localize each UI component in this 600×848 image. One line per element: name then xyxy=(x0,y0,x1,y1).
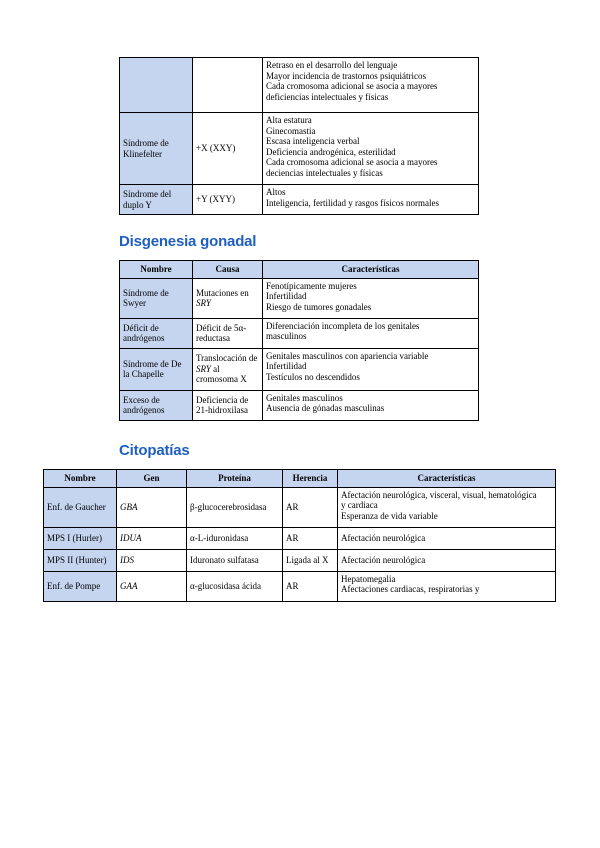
cell-characteristics xyxy=(338,487,556,527)
text-line: Inteligencia, fertilidad y rasgos físicos normales xyxy=(266,197,439,208)
cell-cause xyxy=(193,348,263,390)
cell-characteristics xyxy=(263,185,479,215)
table-row xyxy=(44,527,556,549)
cell-name: Enf. de Gaucher xyxy=(44,487,117,527)
cell-cause: +Y (XYY) xyxy=(193,185,263,215)
table-header-row xyxy=(44,470,556,488)
section-title: Citopatías xyxy=(119,442,190,459)
cell-characteristics xyxy=(338,527,556,549)
cell-name: Síndrome del duplo Y xyxy=(120,185,193,215)
cell-name: Síndrome de Klinefelter xyxy=(120,113,193,185)
cell-protein: β-glucocerebrosidasa xyxy=(187,487,283,527)
cell-inheritance: AR xyxy=(283,571,338,601)
table-row xyxy=(44,549,556,571)
cell-protein: α-glucosidasa ácida xyxy=(187,571,283,601)
column-header: Características xyxy=(338,470,556,488)
cell-gene: IDUA xyxy=(117,527,187,549)
cell-characteristics xyxy=(263,348,479,390)
cell-characteristics xyxy=(263,58,479,113)
table-row xyxy=(44,487,556,527)
cell-characteristics xyxy=(338,549,556,571)
text-line: Cada cromosoma adicional se asocia a mayores xyxy=(266,157,438,168)
cell-inheritance: Ligada al X xyxy=(283,549,338,571)
text-line: Hepatomegalia xyxy=(341,573,396,584)
text-line: deciencias intelectuales y físicas xyxy=(266,168,383,179)
cell-name: Síndrome de Swyer xyxy=(120,278,193,318)
cell-characteristics xyxy=(263,113,479,185)
section-title: Disgenesia gonadal xyxy=(119,233,257,250)
text-line: y cardiaca xyxy=(341,500,378,511)
gene-text: SRY xyxy=(196,298,211,309)
cell-cause: +X (XXY) xyxy=(193,113,263,185)
cause-text: Mutaciones en xyxy=(196,287,249,298)
column-header: Nombre xyxy=(120,261,193,279)
cytopathies-table xyxy=(43,469,556,602)
table-row xyxy=(120,390,479,420)
text-line: masculinos xyxy=(266,331,307,342)
cell-characteristics xyxy=(263,318,479,348)
cell-protein: α-L-iduronidasa xyxy=(187,527,283,549)
text-line: Esperanza de vida variable xyxy=(341,510,438,521)
cell-cause: Deficiencia de 21-hidroxilasa xyxy=(193,390,263,420)
cell-name: MPS I (Hurler) xyxy=(44,527,117,549)
cell-name: MPS II (Hunter) xyxy=(44,549,117,571)
cause-text: Translocación de xyxy=(196,353,258,364)
cell-gene: GAA xyxy=(117,571,187,601)
cell-gene: IDS xyxy=(117,549,187,571)
text-line: Genitales masculinos con apariencia variable xyxy=(266,350,429,361)
text-line: Ginecomastia xyxy=(266,125,316,136)
table-row xyxy=(120,318,479,348)
column-header: Características xyxy=(263,261,479,279)
cell-cause xyxy=(193,278,263,318)
text-line: Infertilidad xyxy=(266,361,307,372)
cause-text-tail: al cromosoma X xyxy=(196,363,247,385)
cell-cause xyxy=(193,58,263,113)
text-line: Genitales masculinos xyxy=(266,392,343,403)
text-line: Ausencia de gónadas masculinas xyxy=(266,403,385,414)
text-line: deficiencias intelectuales y físicas xyxy=(266,91,389,102)
table-row xyxy=(120,58,479,113)
table-row xyxy=(120,113,479,185)
text-line: Afectación neurológica xyxy=(341,532,426,543)
column-header: Gen xyxy=(117,470,187,488)
text-line: Testículos no descendidos xyxy=(266,371,360,382)
column-header: Nombre xyxy=(44,470,117,488)
cell-gene: GBA xyxy=(117,487,187,527)
text-line: Afectación neurológica, visceral, visual, hematológica xyxy=(341,489,537,500)
table-row xyxy=(44,571,556,601)
text-line: Riesgo de tumores gonadales xyxy=(266,301,372,312)
table-header-row xyxy=(120,261,479,279)
text-line: Altos xyxy=(266,187,286,197)
text-line: Escasa inteligencia verbal xyxy=(266,136,360,147)
gonadal-dysgenesis-table xyxy=(119,260,479,421)
text-line: Infertilidad xyxy=(266,291,307,302)
table-row xyxy=(120,348,479,390)
text-line: Diferenciación incompleta de los genitales xyxy=(266,320,420,331)
cell-name: Déficit de andrógenos xyxy=(120,318,193,348)
cell-name: Exceso de andrógenos xyxy=(120,390,193,420)
cell-inheritance: AR xyxy=(283,527,338,549)
cell-cause: Déficit de 5α-reductasa xyxy=(193,318,263,348)
text-line: Alta estatura xyxy=(266,115,312,125)
text-line: Fenotípicamente mujeres xyxy=(266,280,357,291)
cell-name: Síndrome de De la Chapelle xyxy=(120,348,193,390)
cell-inheritance: AR xyxy=(283,487,338,527)
cell-characteristics xyxy=(263,278,479,318)
chromosome-table xyxy=(119,57,479,215)
text-line: Afectaciones cardiacas, respiratorias y xyxy=(341,584,480,595)
text-line: Cada cromosoma adicional se asocia a mayores xyxy=(266,81,438,92)
column-header: Causa xyxy=(193,261,263,279)
cell-characteristics xyxy=(338,571,556,601)
text-line: Mayor incidencia de trastornos psiquiátricos xyxy=(266,70,426,81)
cell-name xyxy=(120,58,193,113)
cell-characteristics xyxy=(263,390,479,420)
table-row xyxy=(120,278,479,318)
column-header: Herencia xyxy=(283,470,338,488)
table-row xyxy=(120,185,479,215)
text-line: Afectación neurológica xyxy=(341,554,426,565)
cell-name: Enf. de Pompe xyxy=(44,571,117,601)
column-header: Proteína xyxy=(187,470,283,488)
gene-text: SRY xyxy=(196,363,211,374)
cell-protein: Iduronato sulfatasa xyxy=(187,549,283,571)
text-line: Retraso en el desarrollo del lenguaje xyxy=(266,60,398,70)
text-line: Deficiencia androgénica, esterilidad xyxy=(266,146,396,157)
